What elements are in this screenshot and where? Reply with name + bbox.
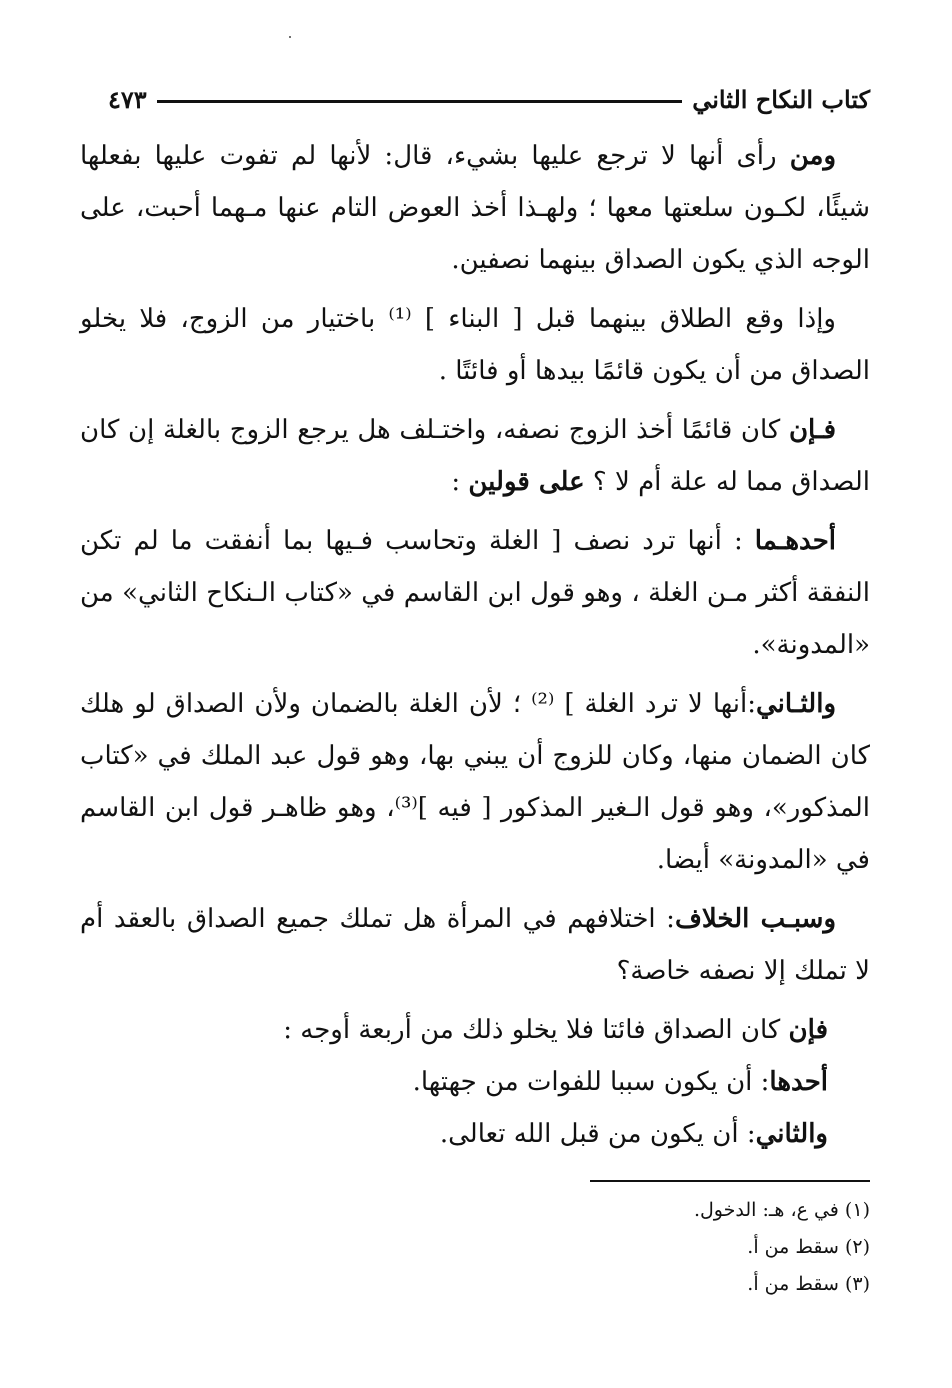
- paragraph-lead: وسبـب الخلاف: [674, 904, 837, 934]
- paragraph-lead: فـإن: [788, 415, 836, 445]
- case-text: كان الصداق فائتا فلا يخلو ذلك من أربعة أوجه :: [283, 1015, 789, 1045]
- paragraph-tail: :: [451, 467, 469, 497]
- footnote: (١) في ع، هـ: الدخول.: [693, 1199, 870, 1221]
- running-header: [108, 82, 870, 116]
- case-lead: أحدها: [769, 1067, 828, 1097]
- paragraph: [80, 404, 870, 508]
- paragraph-text: : أنها ترد نصف [ الغلة وتحاسب فـيها بما أنفقت ما لم تكن النفقة أكثر مـن الغلة ، وهو قول ابن القاسم في «كتاب الـنكاح الثاني» من «المدونة».: [80, 526, 870, 660]
- paragraph-bold-phrase: على قولين: [468, 467, 585, 497]
- paragraph: [80, 893, 870, 997]
- page-number: ٤٧٣: [108, 84, 147, 114]
- case-line: [80, 1056, 870, 1108]
- paragraph-text: : اختلافهم في المرأة هل تملك جميع الصداق بالعقد أم لا تملك إلا نصفه خاصة؟: [80, 904, 870, 986]
- main-text: [80, 130, 870, 1160]
- footnote: (٣) سقط من أ.: [747, 1273, 870, 1295]
- paragraph: [80, 293, 870, 397]
- paragraph-lead: والثـاني: [756, 689, 836, 719]
- scan-speck: [289, 36, 291, 38]
- paragraph-text: :أنها لا ترد الغلة ] ⁽²⁾ ؛ لأن الغلة بالضمان ولأن الصداق لو هلك كان الضمان منها، وكان للزوج أن يبني بها، وهو قول عبد الملك في «كتاب المذكور»، وهو قول الـغير المذكور [ فيه ]⁽³⁾، وهو ظاهـر قول ابن القاسم في «المدونة» أيضا.: [80, 689, 870, 875]
- footnotes: [370, 1192, 870, 1303]
- case-lead: والثاني: [755, 1119, 828, 1149]
- paragraph: [80, 515, 870, 671]
- footnote: (٢) سقط من أ.: [747, 1236, 870, 1258]
- paragraph-text: رأى أنها لا ترجع عليها بشيء، قال: لأنها لم تفوت عليها بفعلها شيئًا، لكـون سلعتها معها ؛ ولهـذا أخذ العوض التام عنها مـهما أحبت، على الوجه الذي يكون الصداق بينهما نصفين.: [80, 141, 870, 275]
- case-lead: فإن: [788, 1015, 828, 1045]
- paragraph-lead: ومن: [789, 141, 836, 171]
- paragraph: [80, 678, 870, 886]
- case-line: [80, 1004, 870, 1056]
- case-text: : أن يكون من قبل الله تعالى.: [439, 1119, 756, 1149]
- case-text: : أن يكون سببا للفوات من جهتها.: [412, 1067, 770, 1097]
- case-line: [80, 1108, 870, 1160]
- header-rule: [157, 100, 683, 103]
- paragraph-text: كان قائمًا أخذ الزوج نصفه، واختـلف هل يرجع الزوج بالغلة إن كان الصداق مما له علة أم لا ؟: [80, 415, 870, 497]
- footnote-separator: [590, 1180, 870, 1182]
- paragraph-lead: أحدهـما: [754, 526, 836, 556]
- paragraph-text: وإذا وقع الطلاق بينهما قبل [ البناء ] ⁽¹⁾ باختيار من الزوج، فلا يخلو الصداق من أن يكون قائمًا بيدها أو فائتًا .: [80, 304, 870, 386]
- paragraph: [80, 130, 870, 286]
- chapter-title: كتاب النكاح الثاني: [692, 84, 870, 114]
